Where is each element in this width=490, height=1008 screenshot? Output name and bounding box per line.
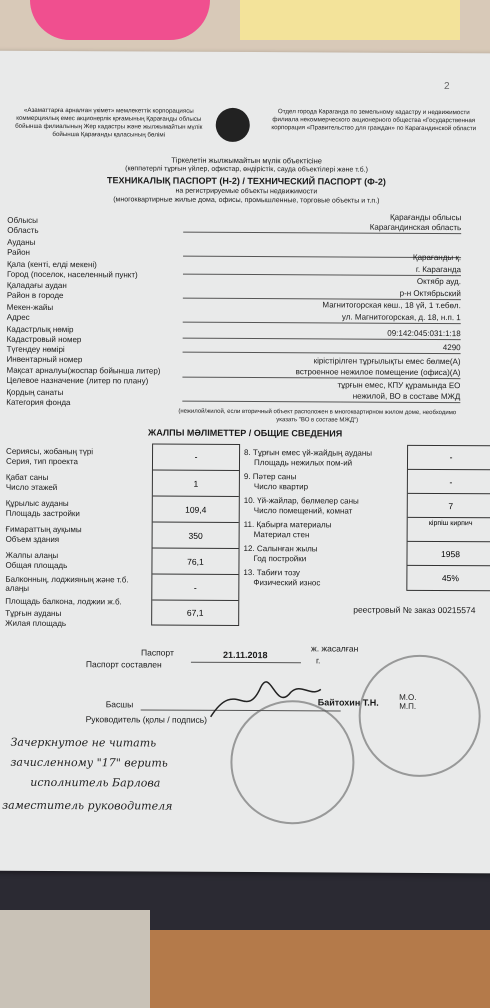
field-value-ru: Карагандинская область — [369, 222, 462, 233]
background-wood-table — [150, 930, 490, 1008]
field-label-kz: Мақсат арналуы(жоспар бойынша литер) — [6, 365, 161, 376]
item-label-kz: 8. Тұрғын емес үй-жайдың ауданы — [244, 447, 373, 458]
field-label-ru: Кадастровый номер — [6, 334, 82, 345]
title-line5: (многоквартирные жилые дома, офисы, промышленные, торговые объекты и т.п.) — [113, 196, 380, 205]
field-value-ru: ул. Магнитогорская, д. 18, н.п. 1 — [341, 312, 461, 323]
note: (нежилой/жилой, если вторичный объект расположен в многоквартирном жилом доме, необходимо указать "ВО в составе МЖД") — [178, 408, 457, 424]
title-line4: на регистрируемые объекты недвижимости — [175, 187, 318, 196]
field-label-ru: Город (поселок, населенный пункт) — [6, 269, 138, 280]
field-label-ru: Адрес — [6, 312, 30, 322]
header-left: «Азаматтарға арналған үкімет» мемлекеттік корпорациясы коммерциялық емес акционерлік қоғамының Қарағанды облысы бойынша филиалының Жер кадастры және жылжымайтын мүлік бойынша Қарағанды қаласының бөлімі — [15, 106, 203, 139]
item-label-ru: Материал стен — [253, 530, 310, 540]
field-value: 09:142:045:031:1:18 — [387, 328, 461, 339]
item-label-kz: 12. Салынған жылы — [243, 543, 318, 554]
field-label-ru: Район в городе — [6, 290, 64, 301]
item-label-ru: Жилая площадь — [5, 618, 67, 629]
head-label-kz: Басшы — [105, 699, 134, 710]
table-cell: 45% — [407, 565, 490, 590]
field-label-kz: Ауданы — [7, 237, 36, 247]
seal-stamp-center — [230, 700, 355, 825]
field-value: 4290 — [442, 343, 461, 353]
head-name: Байтохин Т.Н. — [317, 697, 379, 708]
field-value-ru: встроенное нежилое помещение (офиса)(А) — [295, 367, 461, 378]
section-title: ЖАЛПЫ МӘЛІМЕТТЕР / ОБЩИЕ СВЕДЕНИЯ — [148, 427, 343, 439]
field-label-ru: Категория фонда — [6, 397, 71, 408]
background-pink-object — [30, 0, 210, 40]
field-label-kz: Кадастрлық нөмір — [6, 324, 74, 335]
table-cell: - — [152, 574, 238, 601]
passport-date: 21.11.2018 — [222, 649, 268, 661]
field-value-ru: нежилой, ВО в составе МЖД — [352, 391, 461, 402]
item-label-kz: Тұрғын ауданы — [5, 608, 62, 619]
title-line2: (көппәтерлі тұрғын үйлер, офистар, өндірістік, сауда объектілері және т.б.) — [125, 165, 368, 174]
field-label-kz: Облысы — [7, 215, 38, 225]
item-label-kz: Құрылыс ауданы — [5, 498, 69, 509]
passport-suffix-kz: ж. жасалған — [310, 643, 359, 654]
table-cell: 7 — [408, 493, 490, 518]
item-label-ru: Число этажей — [5, 482, 58, 493]
table-cell: 76,1 — [152, 548, 238, 575]
handwritten-line: зачисленному "17" верить — [10, 755, 168, 770]
item-label-ru: Площадь балкона, лоджии ж.б. — [5, 596, 122, 607]
field-value-ru: г. Караганда — [415, 264, 462, 275]
table-cell: - — [408, 469, 490, 494]
item-label-kz: Қабат саны — [5, 472, 49, 482]
item-label-ru: Число квартир — [253, 482, 309, 492]
field-value: Октябр ауд. — [416, 276, 461, 287]
item-label-kz: 9. Пәтер саны — [243, 471, 297, 482]
head-label-ru: Руководитель (қолы / подпись) — [85, 714, 208, 725]
item-label-kz: Жалпы алаңы — [5, 550, 59, 561]
title-line1: Тіркелетін жылжымайтын мүлік объектісіне — [171, 155, 322, 166]
item-label-ru: Число помещений, комнат — [253, 506, 353, 516]
background-yellow-folder — [240, 0, 460, 40]
item-label-ru: Площадь нежилых пом-ий — [253, 458, 353, 468]
seal-place-label: М.О. М.П. — [399, 692, 417, 711]
item-label-ru: Серия, тип проекта — [5, 456, 78, 467]
field-label-kz: Қала (кенті, елді мекені) — [7, 259, 97, 270]
field-label-kz: Қаладағы аудан — [6, 280, 67, 291]
handwritten-line: заместитель руководителя — [2, 798, 173, 813]
handwritten-line: исполнитель Барлова — [30, 775, 161, 790]
item-label-kz: Балконның, лоджияның және т.б. алаңы — [5, 574, 129, 593]
item-label-ru: Год постройки — [253, 554, 307, 564]
left-values-table — [151, 444, 240, 626]
item-label-ru: Физический износ — [253, 578, 321, 588]
field-value: Қарағанды облысы — [389, 212, 462, 223]
field-label-kz: Қордың санаты — [6, 387, 64, 398]
table-cell: 109,4 — [153, 496, 239, 523]
field-value: Магнитогорская көш., 18 үй, 1 т.ебөл. — [322, 300, 461, 311]
item-label-kz: 13. Табиғи тозу — [243, 567, 300, 578]
item-label-ru: Площадь застройки — [5, 508, 80, 519]
table-cell: кірпіш кирпич — [408, 517, 490, 542]
table-cell: 1 — [153, 470, 239, 497]
document-page — [0, 51, 490, 874]
field-value: Қарағанды қ. — [412, 252, 462, 263]
title-main: ТЕХНИКАЛЫҚ ПАСПОРТ (Н-2) / ТЕХНИЧЕСКИЙ ПАСПОРТ (Ф-2) — [107, 175, 386, 187]
item-label-kz: 11. Қабырға материалы — [243, 519, 332, 530]
seal-stamp-right — [358, 655, 481, 778]
emblem-icon — [216, 108, 250, 142]
passport-suffix-ru: г. — [315, 655, 321, 666]
item-label-kz: Ғимараттың ауқымы — [5, 524, 82, 535]
field-label-ru: Район — [7, 247, 30, 257]
passport-label-kz: Паспорт — [140, 647, 174, 658]
field-value: кірістірілген тұрғылықты емес бөлме(А) — [313, 356, 461, 367]
item-label-kz: Сериясы, жобаның түрі — [6, 446, 94, 457]
registry-number: реестровый № заказ 00215574 — [353, 604, 476, 616]
page-number: 2 — [443, 81, 450, 93]
field-value-ru: р-н Октябрьский — [399, 288, 461, 299]
table-cell: 1958 — [407, 541, 490, 566]
handwritten-line: Зачеркнутое не читать — [10, 735, 157, 750]
passport-label-ru: Паспорт составлен — [85, 659, 162, 670]
header-right: Отдел города Караганда по земельному кадастру и недвижимости филиала некоммерческого акционерного общества «Государственная корпорация «Правительство для граждан» по Карагандинской области — [271, 108, 477, 133]
table-cell: - — [449, 452, 453, 463]
background-fabric — [0, 910, 150, 1008]
field-label-kz: Түгендеу нөмірі — [6, 344, 65, 355]
field-label-kz: Мекен-жайы — [6, 302, 54, 312]
item-label-ru: Общая площадь — [5, 560, 68, 571]
table-cell: 67,1 — [152, 600, 238, 626]
field-label-ru: Область — [7, 225, 39, 235]
item-label-kz: 10. Үй-жайлар, бөлмелер саны — [243, 495, 359, 506]
table-cell: - — [194, 451, 198, 462]
field-value: тұрғын емес, КПУ құрамында ЕО — [337, 380, 461, 391]
right-values-table — [406, 445, 490, 591]
item-label-ru: Объем здания — [5, 534, 60, 545]
field-label-ru: Инвентарный номер — [6, 354, 83, 365]
field-label-ru: Целевое назначение (литер по плану) — [6, 375, 149, 386]
table-cell: 350 — [153, 522, 239, 549]
